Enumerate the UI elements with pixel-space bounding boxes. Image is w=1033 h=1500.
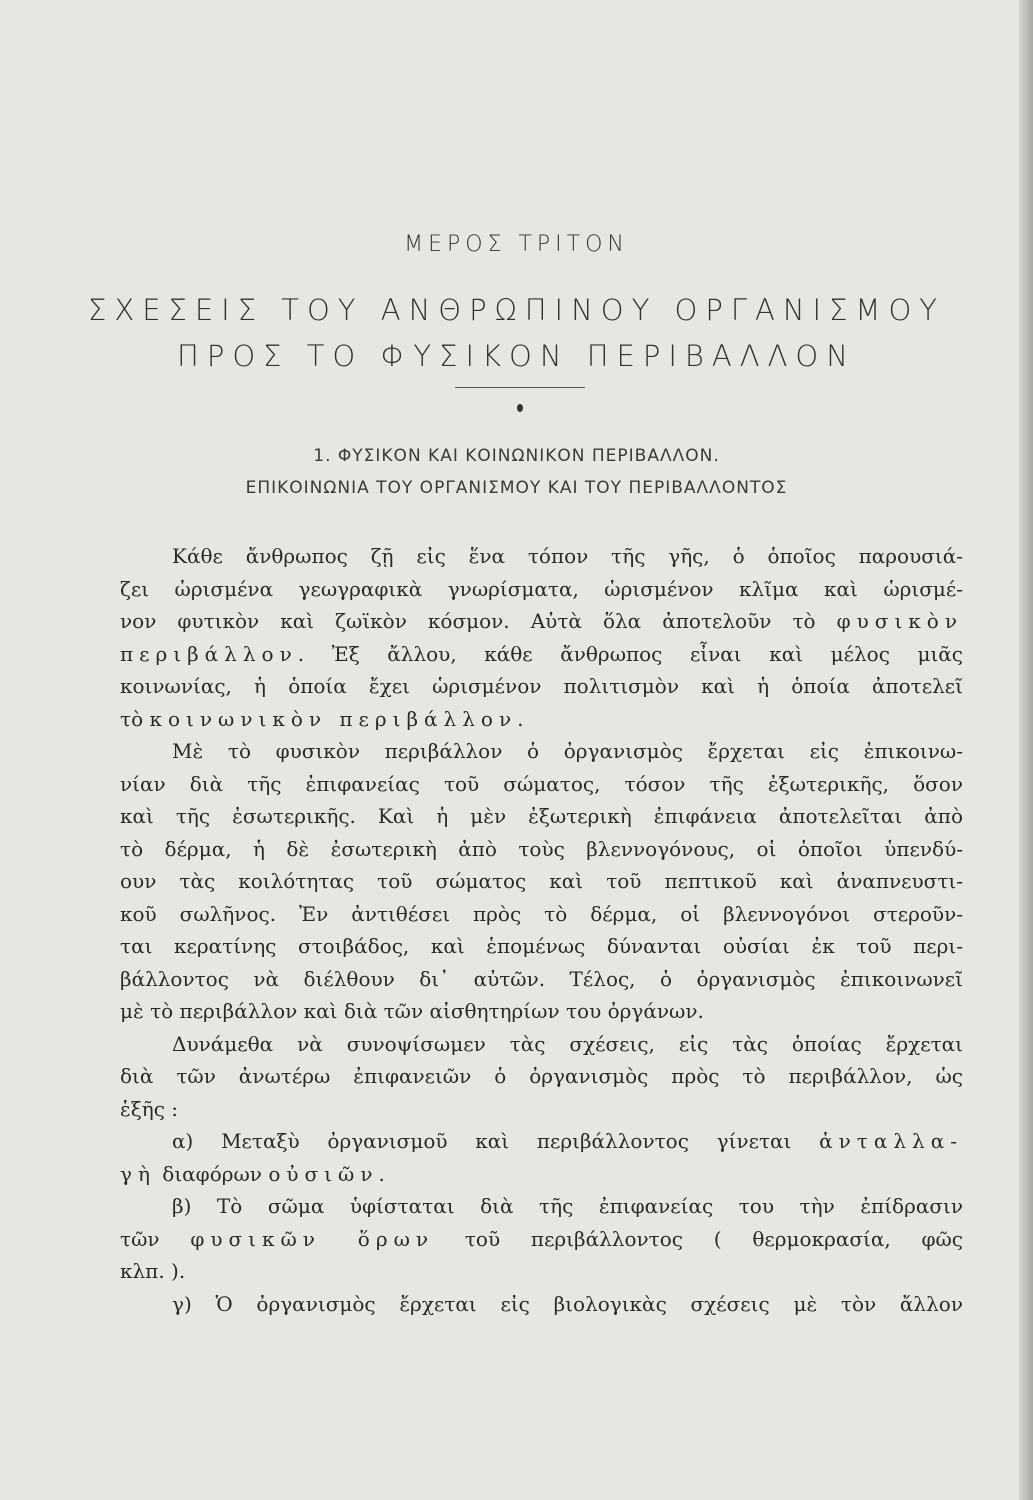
text-line: ἑξῆς : — [120, 1096, 179, 1121]
text-line: τὸ κοινωνικὸν περιβάλλον. — [120, 706, 524, 731]
spaced-term: οὐσιῶν — [268, 1161, 379, 1186]
spaced-term: φυσικῶν ὅρων — [190, 1226, 435, 1251]
text-line: Δυνάμεθα νὰ συνοψίσωμεν τὰς σχέσεις, εἰς τὰς ὁποίας ἔρχεται — [172, 1031, 963, 1056]
part-heading: ΜΕΡΟΣ ΤΡΙΤΟΝ — [404, 232, 629, 257]
section-heading-line-1: 1. ΦΥΣΙΚΟΝ ΚΑΙ ΚΟΙΝΩΝΙΚΟΝ ΠΕΡΙΒΑΛΛΟΝ. — [313, 446, 720, 466]
ornament-dot — [517, 404, 523, 412]
text-line: κοινωνίας, ἡ ὁποία ἔχει ὡρισμένον πολιτισμὸν καὶ ἡ ὁποία ἀποτελεῖ — [120, 674, 963, 698]
text-line: ται κερατίνης στοιβάδος, καὶ ἑπομένως δύνανται οὐσίαι ἐκ τοῦ περι- — [120, 934, 963, 958]
section-heading-line-2: ΕΠΙΚΟΙΝΩΝΙΑ ΤΟΥ ΟΡΓΑΝΙΣΜΟΥ ΚΑΙ ΤΟΥ ΠΕΡΙΒΑΛΛΟΝΤΟΣ — [245, 478, 788, 498]
text-line: ουν τὰς κοιλότητας τοῦ σώματος καὶ τοῦ πεπτικοῦ καὶ ἀναπνευστι- — [120, 869, 963, 893]
spaced-term: γὴ — [120, 1161, 156, 1186]
title-divider — [455, 387, 585, 388]
text-line: α) Μεταξὺ ὀργανισμοῦ καὶ περιβάλλοντος γίνεται ἀνταλλα- — [172, 1129, 963, 1153]
text-line: βάλλοντος νὰ διέλθουν δι᾿ αὐτῶν. Τέλος, ὁ ὀργανισμὸς ἐπικοινωνεῖ — [120, 966, 963, 991]
text-line: κλπ. ). — [120, 1259, 186, 1283]
text-line: νίαν διὰ τῆς ἐπιφανείας τοῦ σώματος, τόσον τῆς ἐξωτερικῆς, ὅσον — [120, 771, 963, 796]
text-line: ζει ὡρισμένα γεωγραφικὰ γνωρίσματα, ὡρισμένον κλῖμα καὶ ὡρισμέ- — [120, 576, 963, 601]
text-line: μὲ τὸ περιβάλλον καὶ διὰ τῶν αἰσθητηρίων του ὀργάνων. — [120, 999, 704, 1023]
text-line: διὰ τῶν ἀνωτέρω ἐπιφανειῶν ὁ ὀργανισμὸς πρὸς τὸ περιβάλλον, ὡς — [120, 1064, 963, 1088]
text-line: περιβάλλον. Ἐξ ἄλλου, κάθε ἄνθρωπος εἶναι καὶ μέλος μιᾶς — [120, 641, 963, 666]
spaced-term: φυσικὸν — [836, 609, 963, 633]
text-line: Κάθε ἄνθρωπος ζῇ εἰς ἕνα τόπον τῆς γῆς, ὁ ὁποῖος παρουσιά- — [172, 544, 963, 568]
text-line: τὸ δέρμα, ἡ δὲ ἐσωτερικὴ ἀπὸ τοὺς βλεννογόνους, οἱ ὁποῖοι ὑπενδύ- — [120, 836, 963, 861]
text-line: Μὲ τὸ φυσικὸν περιβάλλον ὁ ὀργανισμὸς ἔρχεται εἰς ἐπικοινω- — [172, 739, 963, 763]
text-line: γ) Ὁ ὀργανισμὸς ἔρχεται εἰς βιολογικὰς σχέσεις μὲ τὸν ἄλλον — [172, 1291, 963, 1316]
spaced-term: ἀνταλλα- — [819, 1129, 963, 1153]
spaced-term: κοινωνικὸν περιβάλλον — [149, 706, 518, 731]
spaced-term: περιβάλλον — [120, 641, 298, 666]
chapter-title-line-2: ΠΡΟΣ ΤΟ ΦΥΣΙΚΟΝ ΠΕΡΙΒΑΛΛΟΝ — [177, 339, 856, 373]
text-line: β) Τὸ σῶμα ὑφίσταται διὰ τῆς ἐπιφανείας του τὴν ἐπίδρασιν — [172, 1194, 963, 1218]
page-edge — [1019, 0, 1033, 1500]
text-line: τῶν φυσικῶν ὅρων τοῦ περιβάλλοντος ( θερμοκρασία, φῶς — [120, 1226, 964, 1251]
body-text — [120, 540, 963, 1320]
text-line: νον φυτικὸν καὶ ζωϊκὸν κόσμον. Αὐτὰ ὅλα ἀποτελοῦν τὸ φυσικὸν — [120, 609, 963, 633]
chapter-title-line-1: ΣΧΕΣΕΙΣ ΤΟΥ ΑΝΘΡΩΠΙΝΟΥ ΟΡΓΑΝΙΣΜΟΥ — [88, 293, 945, 327]
text-line: γὴ διαφόρων οὐσιῶν. — [120, 1161, 385, 1186]
text-line: καὶ τῆς ἐσωτερικῆς. Καὶ ἡ μὲν ἐξωτερικὴ ἐπιφάνεια ἀποτελεῖται ἀπὸ — [120, 804, 963, 828]
text-line: κοῦ σωλῆνος. Ἐν ἀντιθέσει πρὸς τὸ δέρμα, οἱ βλεννογόνοι στεροῦν- — [120, 901, 963, 926]
